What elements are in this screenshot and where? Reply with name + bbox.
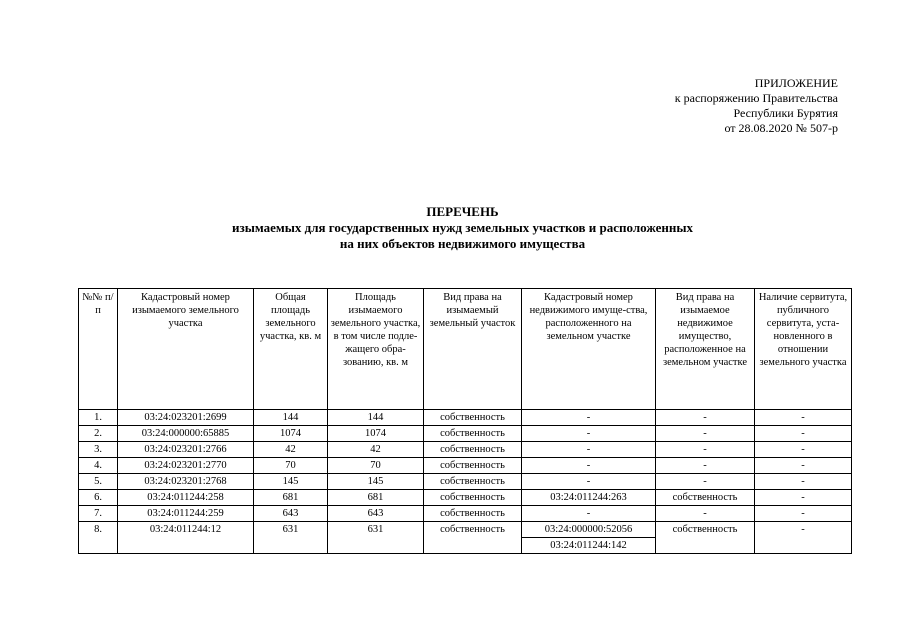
- cell-total-area: 681: [254, 490, 328, 506]
- cell-property-right: собственность: [656, 490, 755, 506]
- cell-right: собственность: [424, 522, 522, 554]
- cell-cadastral: 03:24:023201:2766: [118, 442, 254, 458]
- cell-cadastral: 03:24:023201:2699: [118, 410, 254, 426]
- cell-number: 6.: [79, 490, 118, 506]
- cell-total-area: 643: [254, 506, 328, 522]
- cell-number: 4.: [79, 458, 118, 474]
- appendix-date: от 28.08.2020 № 507-р: [724, 121, 838, 135]
- col-header-right: Вид права на изымаемый земельный участок: [424, 289, 522, 410]
- cell-total-area: 145: [254, 474, 328, 490]
- table-row: [79, 490, 852, 506]
- appendix-region: Республики Бурятия: [733, 106, 838, 120]
- cell-seized-area: 631: [328, 522, 424, 554]
- col-header-cadastral: Кадастровый номер изымаемого земельного участка: [118, 289, 254, 410]
- cell-servitude: -: [755, 522, 852, 554]
- cell-servitude: -: [755, 474, 852, 490]
- cell-property-right: -: [656, 474, 755, 490]
- cell-property-right: -: [656, 458, 755, 474]
- cell-servitude: -: [755, 426, 852, 442]
- cell-number: 2.: [79, 426, 118, 442]
- cell-right: собственность: [424, 458, 522, 474]
- cell-total-area: 631: [254, 522, 328, 554]
- cell-seized-area: 145: [328, 474, 424, 490]
- table-header-row: [79, 289, 852, 410]
- cell-right: собственность: [424, 426, 522, 442]
- cell-servitude: -: [755, 506, 852, 522]
- table-row: [79, 442, 852, 458]
- cell-seized-area: 1074: [328, 426, 424, 442]
- cell-right: собственность: [424, 442, 522, 458]
- cell-property-right: -: [656, 410, 755, 426]
- appendix-header: [675, 76, 838, 136]
- appendix-ref: к распоряжению Правительства: [674, 91, 838, 105]
- cell-property: -: [522, 506, 656, 522]
- cell-property: -: [522, 474, 656, 490]
- cell-total-area: 144: [254, 410, 328, 426]
- document-title: [0, 204, 905, 252]
- cell-right: собственность: [424, 474, 522, 490]
- cell-property: 03:24:000000:52056: [522, 522, 656, 538]
- land-plots-table: [78, 288, 852, 554]
- col-header-property: Кадастровый номер недвижимого имуще-ства, расположенного на земельном участке: [522, 289, 656, 410]
- cell-number: 7.: [79, 506, 118, 522]
- cell-number: 8.: [79, 522, 118, 554]
- cell-cadastral: 03:24:011244:12: [118, 522, 254, 554]
- cell-property: -: [522, 426, 656, 442]
- col-header-servitude: Наличие сервитута, публичного сервитута, уста-новленного в отношении земельного участка: [755, 289, 852, 410]
- cell-property-right: -: [656, 442, 755, 458]
- title-line-3: на них объектов недвижимого имущества: [339, 236, 586, 251]
- table-row: [79, 410, 852, 426]
- cell-number: 3.: [79, 442, 118, 458]
- cell-property: -: [522, 458, 656, 474]
- cell-seized-area: 144: [328, 410, 424, 426]
- cell-property: 03:24:011244:142: [522, 538, 656, 554]
- cell-property: -: [522, 410, 656, 426]
- cell-right: собственность: [424, 410, 522, 426]
- cell-seized-area: 681: [328, 490, 424, 506]
- col-header-seized-area: Площадь изымаемого земельного участка, в том числе подле-жащего обра-зованию, кв. м: [328, 289, 424, 410]
- table-row: [79, 506, 852, 522]
- cell-total-area: 1074: [254, 426, 328, 442]
- cell-property-right: собственность: [656, 522, 755, 554]
- cell-property-right: -: [656, 426, 755, 442]
- cell-cadastral: 03:24:023201:2768: [118, 474, 254, 490]
- cell-servitude: -: [755, 410, 852, 426]
- table-row: [79, 426, 852, 442]
- cell-cadastral: 03:24:023201:2770: [118, 458, 254, 474]
- cell-property: -: [522, 442, 656, 458]
- cell-total-area: 42: [254, 442, 328, 458]
- cell-seized-area: 70: [328, 458, 424, 474]
- cell-right: собственность: [424, 490, 522, 506]
- table-row: [79, 474, 852, 490]
- col-header-total-area: Общая площадь земельного участка, кв. м: [254, 289, 328, 410]
- cell-servitude: -: [755, 490, 852, 506]
- cell-property-right: -: [656, 506, 755, 522]
- cell-servitude: -: [755, 442, 852, 458]
- title-line-2: изымаемых для государственных нужд земельных участков и расположенных: [232, 220, 693, 235]
- table-row: [79, 522, 852, 538]
- cell-cadastral: 03:24:011244:259: [118, 506, 254, 522]
- cell-property: 03:24:011244:263: [522, 490, 656, 506]
- appendix-label: ПРИЛОЖЕНИЕ: [754, 76, 838, 90]
- cell-servitude: -: [755, 458, 852, 474]
- col-header-property-right: Вид права на изымаемое недвижимое имущество, расположенное на земельном участке: [656, 289, 755, 410]
- cell-number: 1.: [79, 410, 118, 426]
- title-main: ПЕРЕЧЕНЬ: [426, 204, 499, 219]
- cell-cadastral: 03:24:011244:258: [118, 490, 254, 506]
- cell-right: собственность: [424, 506, 522, 522]
- cell-seized-area: 643: [328, 506, 424, 522]
- cell-cadastral: 03:24:000000:65885: [118, 426, 254, 442]
- cell-total-area: 70: [254, 458, 328, 474]
- cell-number: 5.: [79, 474, 118, 490]
- cell-seized-area: 42: [328, 442, 424, 458]
- col-header-number: №№ п/п: [79, 289, 118, 410]
- table-row: [79, 458, 852, 474]
